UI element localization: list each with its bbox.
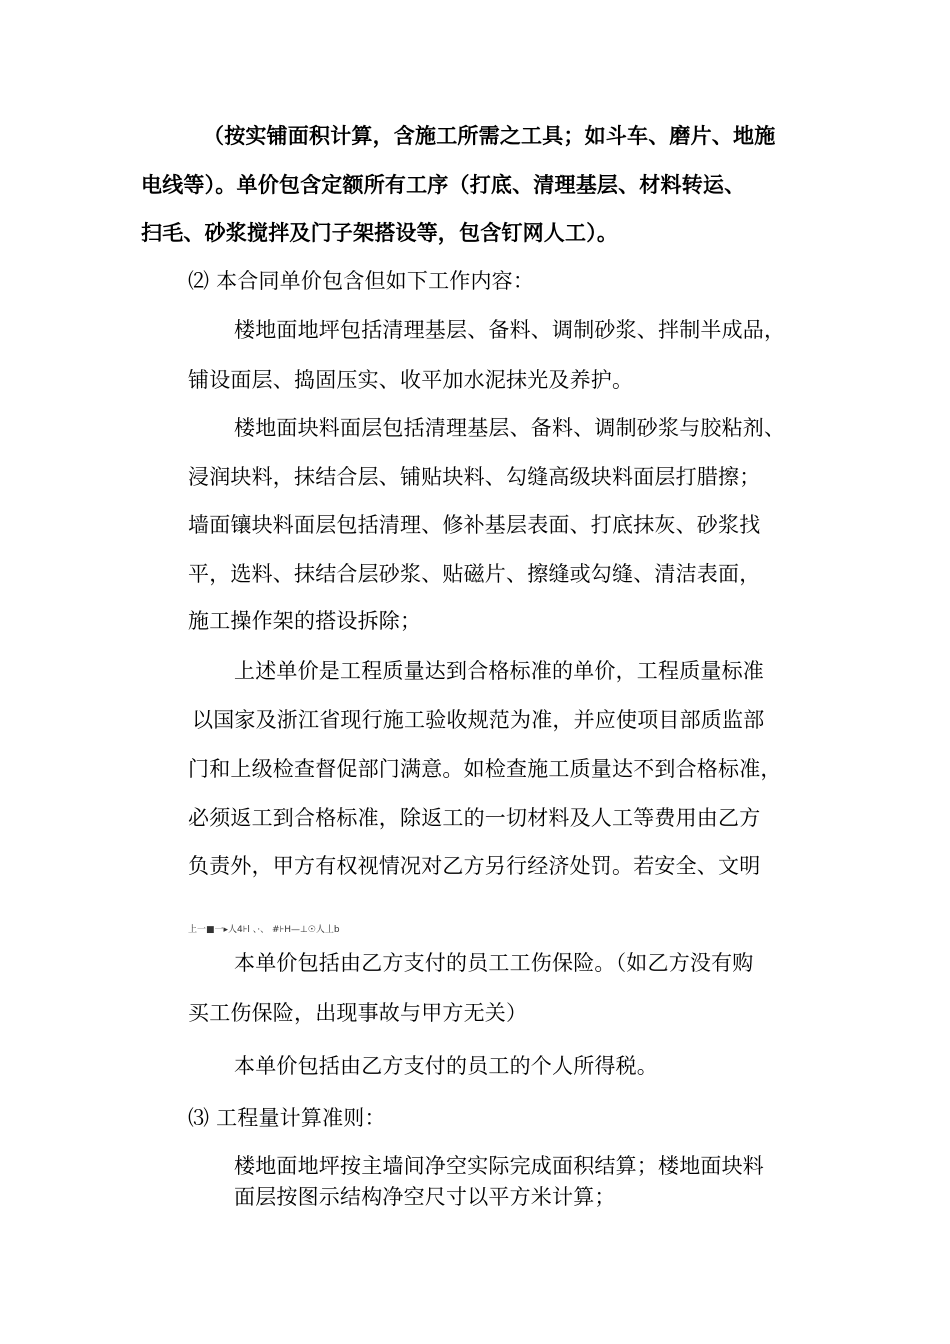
paragraph-4-line-3: 门和上级检查督促部门满意。如检查施工质量达不到合格标准，: [188, 757, 782, 781]
paragraph-7-line-2: 面层按图示结构净空尺寸以平方米计算；: [234, 1185, 616, 1209]
paragraph-3-line-3: 墙面镶块料面层包括清理、修补基层表面、打底抹灰、砂浆找: [188, 513, 761, 537]
paragraph-3-line-5: 施工操作架的搭设拆除；: [188, 609, 422, 633]
garbled-scan-line: 上一■一▸人4⊦l 、·、 #⊦H—⊥☉人丄b: [188, 925, 340, 935]
paragraph-4-line-5: 负责外，甲方有权视情况对乙方另行经济处罚。若安全、文明: [188, 854, 761, 878]
paragraph-5-line-2: 买工伤保险，出现事故与甲方无关）: [188, 1001, 528, 1025]
paragraph-2-line-2: 铺设面层、捣固压实、收平加水泥抹光及养护。: [188, 368, 634, 392]
paragraph-1-line-2: 电线等）。单价包含定额所有工序（打底、清理基层、材料转运、: [141, 173, 746, 197]
paragraph-3-line-4: 平，选料、抹结合层砂浆、贴磁片、擦缝或勾缝、清洁表面，: [188, 562, 761, 586]
paragraph-3-line-2: 浸润块料，抹结合层、铺贴块料、勾缝高级块料面层打腊擦；: [188, 465, 761, 489]
section-2-heading: ⑵ 本合同单价包含但如下工作内容：: [188, 269, 535, 293]
paragraph-7-line-1: 楼地面地坪按主墙间净空实际完成面积结算；楼地面块料: [234, 1154, 764, 1178]
paragraph-4-line-2: 以国家及浙江省现行施工验收规范为准，并应使项目部质监部: [192, 708, 765, 732]
section-3-heading: ⑶ 工程量计算准则：: [188, 1106, 386, 1130]
paragraph-2-line-1: 楼地面地坪包括清理基层、备料、调制砂浆、拌制半成品，: [234, 318, 786, 342]
paragraph-4-line-1: 上述单价是工程质量达到合格标准的单价，工程质量标准: [234, 659, 764, 683]
paragraph-4-line-4: 必须返工到合格标准，除返工的一切材料及人工等费用由乙方: [188, 806, 761, 830]
paragraph-1-line-3: 扫毛、砂浆搅拌及门子架搭设等，包含钉网人工）。: [141, 221, 619, 245]
paragraph-6-line-1: 本单价包括由乙方支付的员工的个人所得税。: [234, 1054, 658, 1078]
paragraph-1-line-1: （按实铺面积计算，含施工所需之工具；如斗车、磨片、地施: [203, 124, 776, 148]
paragraph-5-line-1: 本单价包括由乙方支付的员工工伤保险。（如乙方没有购: [234, 951, 754, 975]
paragraph-3-line-1: 楼地面块料面层包括清理基层、备料、调制砂浆与胶粘剂、: [234, 416, 786, 440]
